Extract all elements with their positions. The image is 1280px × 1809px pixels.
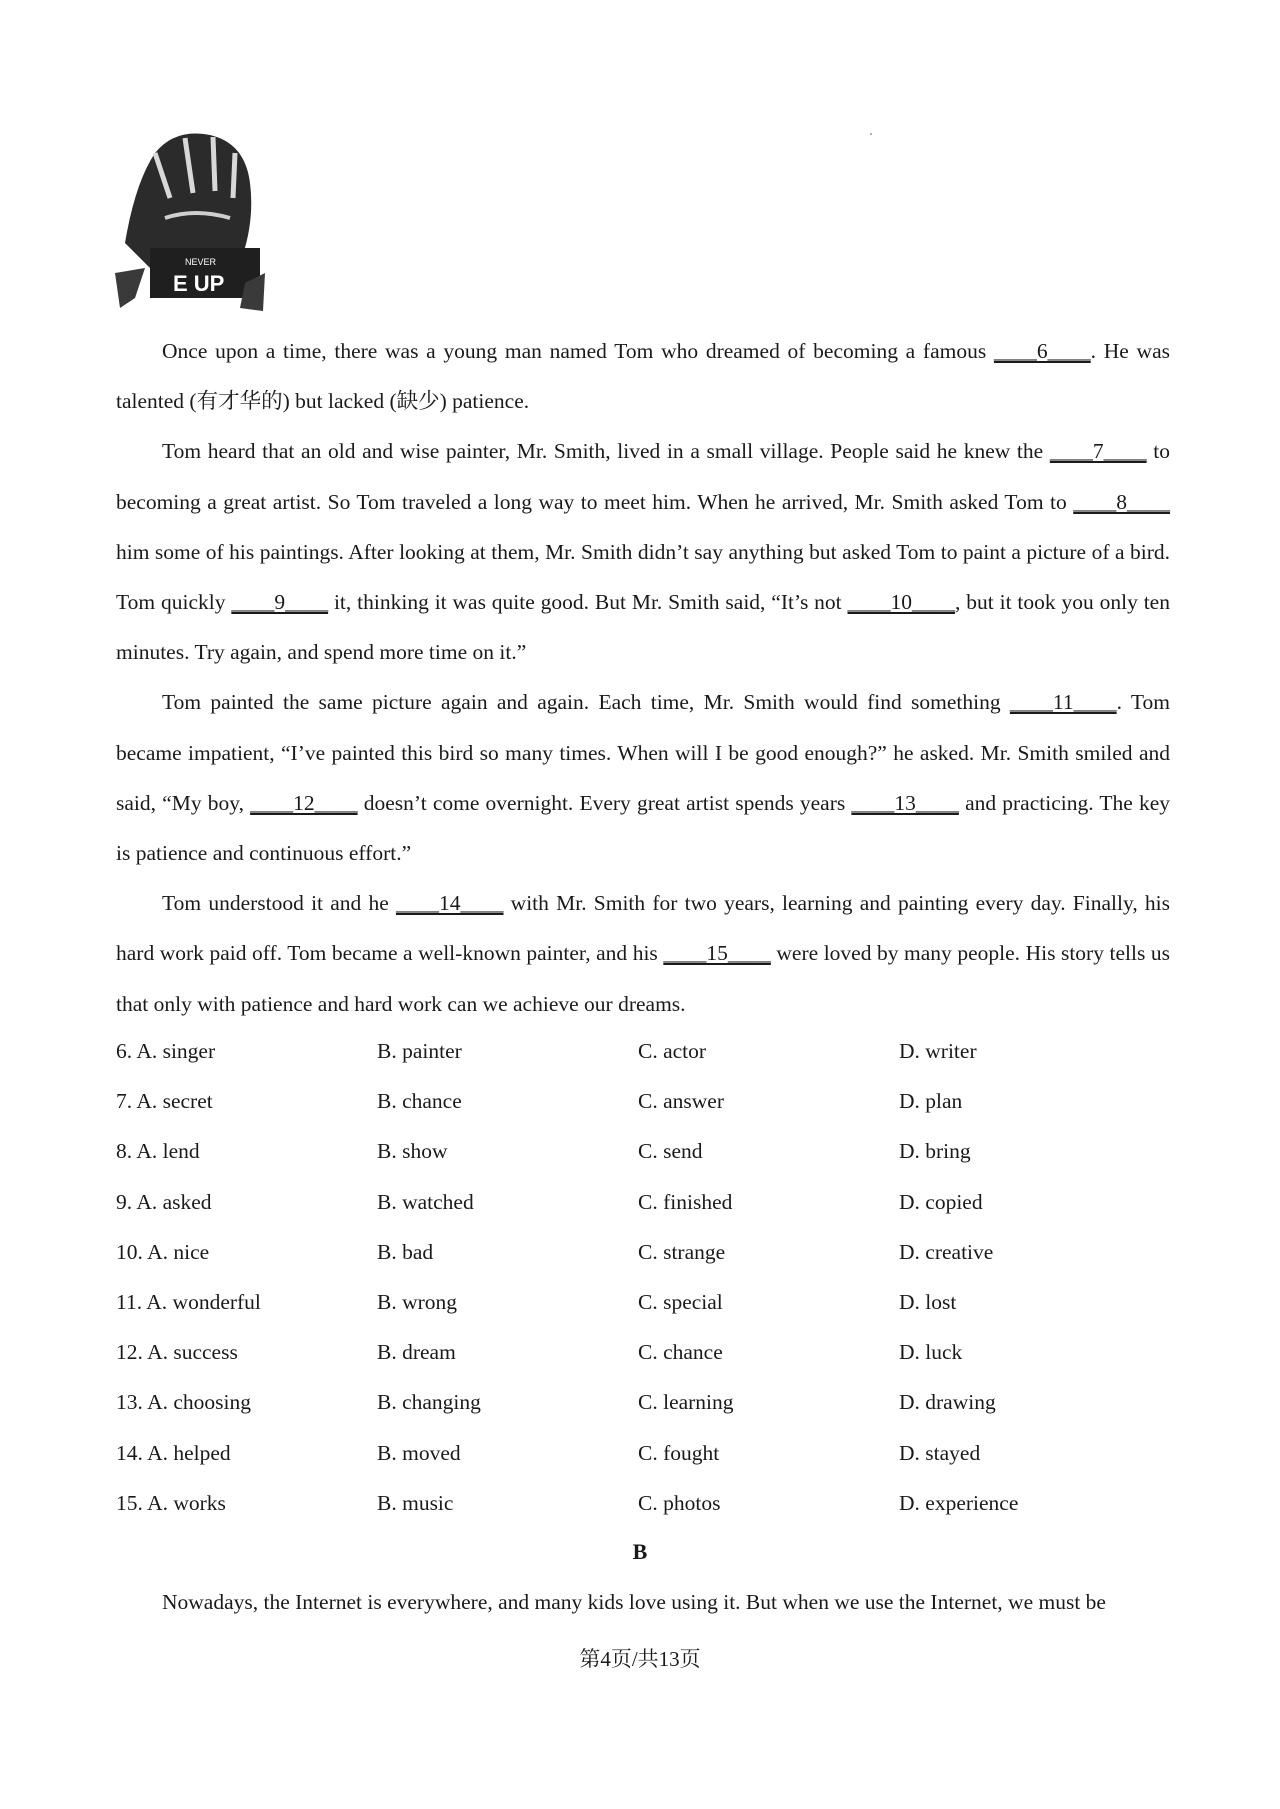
option-a: 12. A. success: [116, 1340, 238, 1365]
cloze-passage-a: [116, 326, 1170, 1029]
option-b: B. dream: [377, 1340, 456, 1365]
option-d: D. experience: [899, 1490, 1019, 1515]
option-c: C. answer: [638, 1089, 724, 1114]
option-a: 14. A. helped: [116, 1440, 231, 1465]
option-d: D. lost: [899, 1289, 957, 1314]
option-b: B. painter: [377, 1039, 462, 1063]
option-row-12: [116, 1327, 1170, 1377]
option-b: B. wrong: [377, 1289, 458, 1314]
option-row-10: [116, 1227, 1170, 1277]
blank-15: ____15____: [663, 941, 771, 966]
option-a: 13. A. choosing: [116, 1390, 251, 1415]
option-d: D. copied: [899, 1189, 983, 1214]
blank-14: ____14____: [395, 891, 504, 916]
blank-11: ____11____: [1009, 690, 1117, 715]
paragraph-4: Tom understood it and he ____14____ with Mr. Smith for two years, learning and painting every day. Finally, his hard work paid off. Tom became a well-known painter, and his ____15____ were loved by many people. His story tells us that only with patience and hard work can we achieve our dreams.: [116, 891, 1170, 1016]
option-a: 10. A. nice: [116, 1239, 210, 1264]
passage-b-first-line: Nowadays, the Internet is everywhere, and many kids love using it. But when we use the Internet, we must be: [162, 1590, 1106, 1614]
option-c: C. fought: [638, 1440, 720, 1465]
option-row-8: [116, 1126, 1170, 1176]
page-number-footer: 第4页/共13页: [579, 1647, 701, 1671]
option-a: 8. A. lend: [116, 1139, 200, 1164]
option-c: C. special: [638, 1289, 723, 1314]
option-c: C. chance: [638, 1340, 723, 1365]
option-a: 6. A. singer: [116, 1039, 216, 1063]
blank-9: ____9____: [231, 590, 329, 615]
option-c: C. actor: [638, 1039, 707, 1063]
never-give-up-fist-image: [115, 123, 265, 313]
option-b: B. music: [377, 1490, 454, 1515]
blank-8: ____8____: [1073, 489, 1170, 514]
blank-10: ____10____: [847, 590, 956, 615]
option-d: D. plan: [899, 1089, 963, 1114]
option-a: 9. A. asked: [116, 1189, 212, 1214]
option-d: D. writer: [899, 1039, 977, 1063]
paragraph-2: Tom heard that an old and wise painter, Mr. Smith, lived in a small village. People said he knew the ____7____ to becoming a great artist. So Tom traveled a long way to meet him. When he arrived, Mr. Smith asked Tom to ____8____ him some of his paintings. After looking at them, Mr. Smith didn’t say anything but asked Tom to paint a picture of a bird. Tom quickly ____9____ it, thinking it was quite good. But Mr. Smith said, “It’s not ____10____, but it took you only ten minutes. Try again, and spend more time on it.”: [116, 439, 1170, 665]
option-c: C. strange: [638, 1239, 726, 1264]
option-d: D. luck: [899, 1340, 963, 1365]
option-row-6: [116, 1026, 1170, 1076]
option-b: B. changing: [377, 1390, 481, 1415]
option-b: B. moved: [377, 1440, 461, 1465]
option-row-11: [116, 1277, 1170, 1327]
section-heading-b: B: [632, 1539, 648, 1564]
option-row-14: [116, 1428, 1170, 1478]
option-b: B. watched: [377, 1189, 474, 1214]
option-c: C. finished: [638, 1189, 733, 1214]
blank-7: ____7____: [1049, 439, 1147, 464]
option-d: D. drawing: [899, 1390, 996, 1415]
option-row-7: [116, 1076, 1170, 1126]
option-a: 11. A. wonderful: [116, 1289, 261, 1314]
option-d: D. creative: [899, 1239, 994, 1264]
option-d: D. stayed: [899, 1440, 981, 1465]
blank-6: ____6____: [993, 339, 1091, 363]
option-c: C. learning: [638, 1390, 734, 1415]
option-c: C. photos: [638, 1490, 721, 1515]
option-b: B. bad: [377, 1239, 434, 1264]
paragraph-3: Tom painted the same picture again and again. Each time, Mr. Smith would find something ____11____. Tom became impatient, “I’ve painted this bird so many times. When will I be good enough?” he asked. Mr. Smith smiled and said, “My boy, ____12____ doesn’t come overnight. Every great artist spends years ____13____ and practicing. The key is patience and continuous effort.”: [116, 690, 1170, 866]
poster-small-text: NEVER: [185, 257, 217, 267]
reading-passage-b: [116, 1577, 1170, 1627]
option-a: 7. A. secret: [116, 1089, 213, 1114]
option-c: C. send: [638, 1139, 703, 1164]
option-row-15: [116, 1478, 1170, 1528]
option-b: B. show: [377, 1139, 448, 1164]
option-row-13: [116, 1377, 1170, 1427]
option-row-9: [116, 1177, 1170, 1227]
option-a: 15. A. works: [116, 1490, 226, 1515]
poster-large-text: E UP: [173, 271, 225, 296]
blank-12: ____12____: [250, 790, 358, 815]
blank-13: ____13____: [851, 790, 959, 815]
option-d: D. bring: [899, 1139, 971, 1164]
paragraph-1: Once upon a time, there was a young man named Tom who dreamed of becoming a famous ____6____. He was talented (有才华的) but lacked (缺少) patience.: [116, 339, 1170, 414]
answer-options: [116, 1026, 1170, 1528]
speck-mark: [870, 133, 872, 135]
option-b: B. chance: [377, 1089, 462, 1114]
